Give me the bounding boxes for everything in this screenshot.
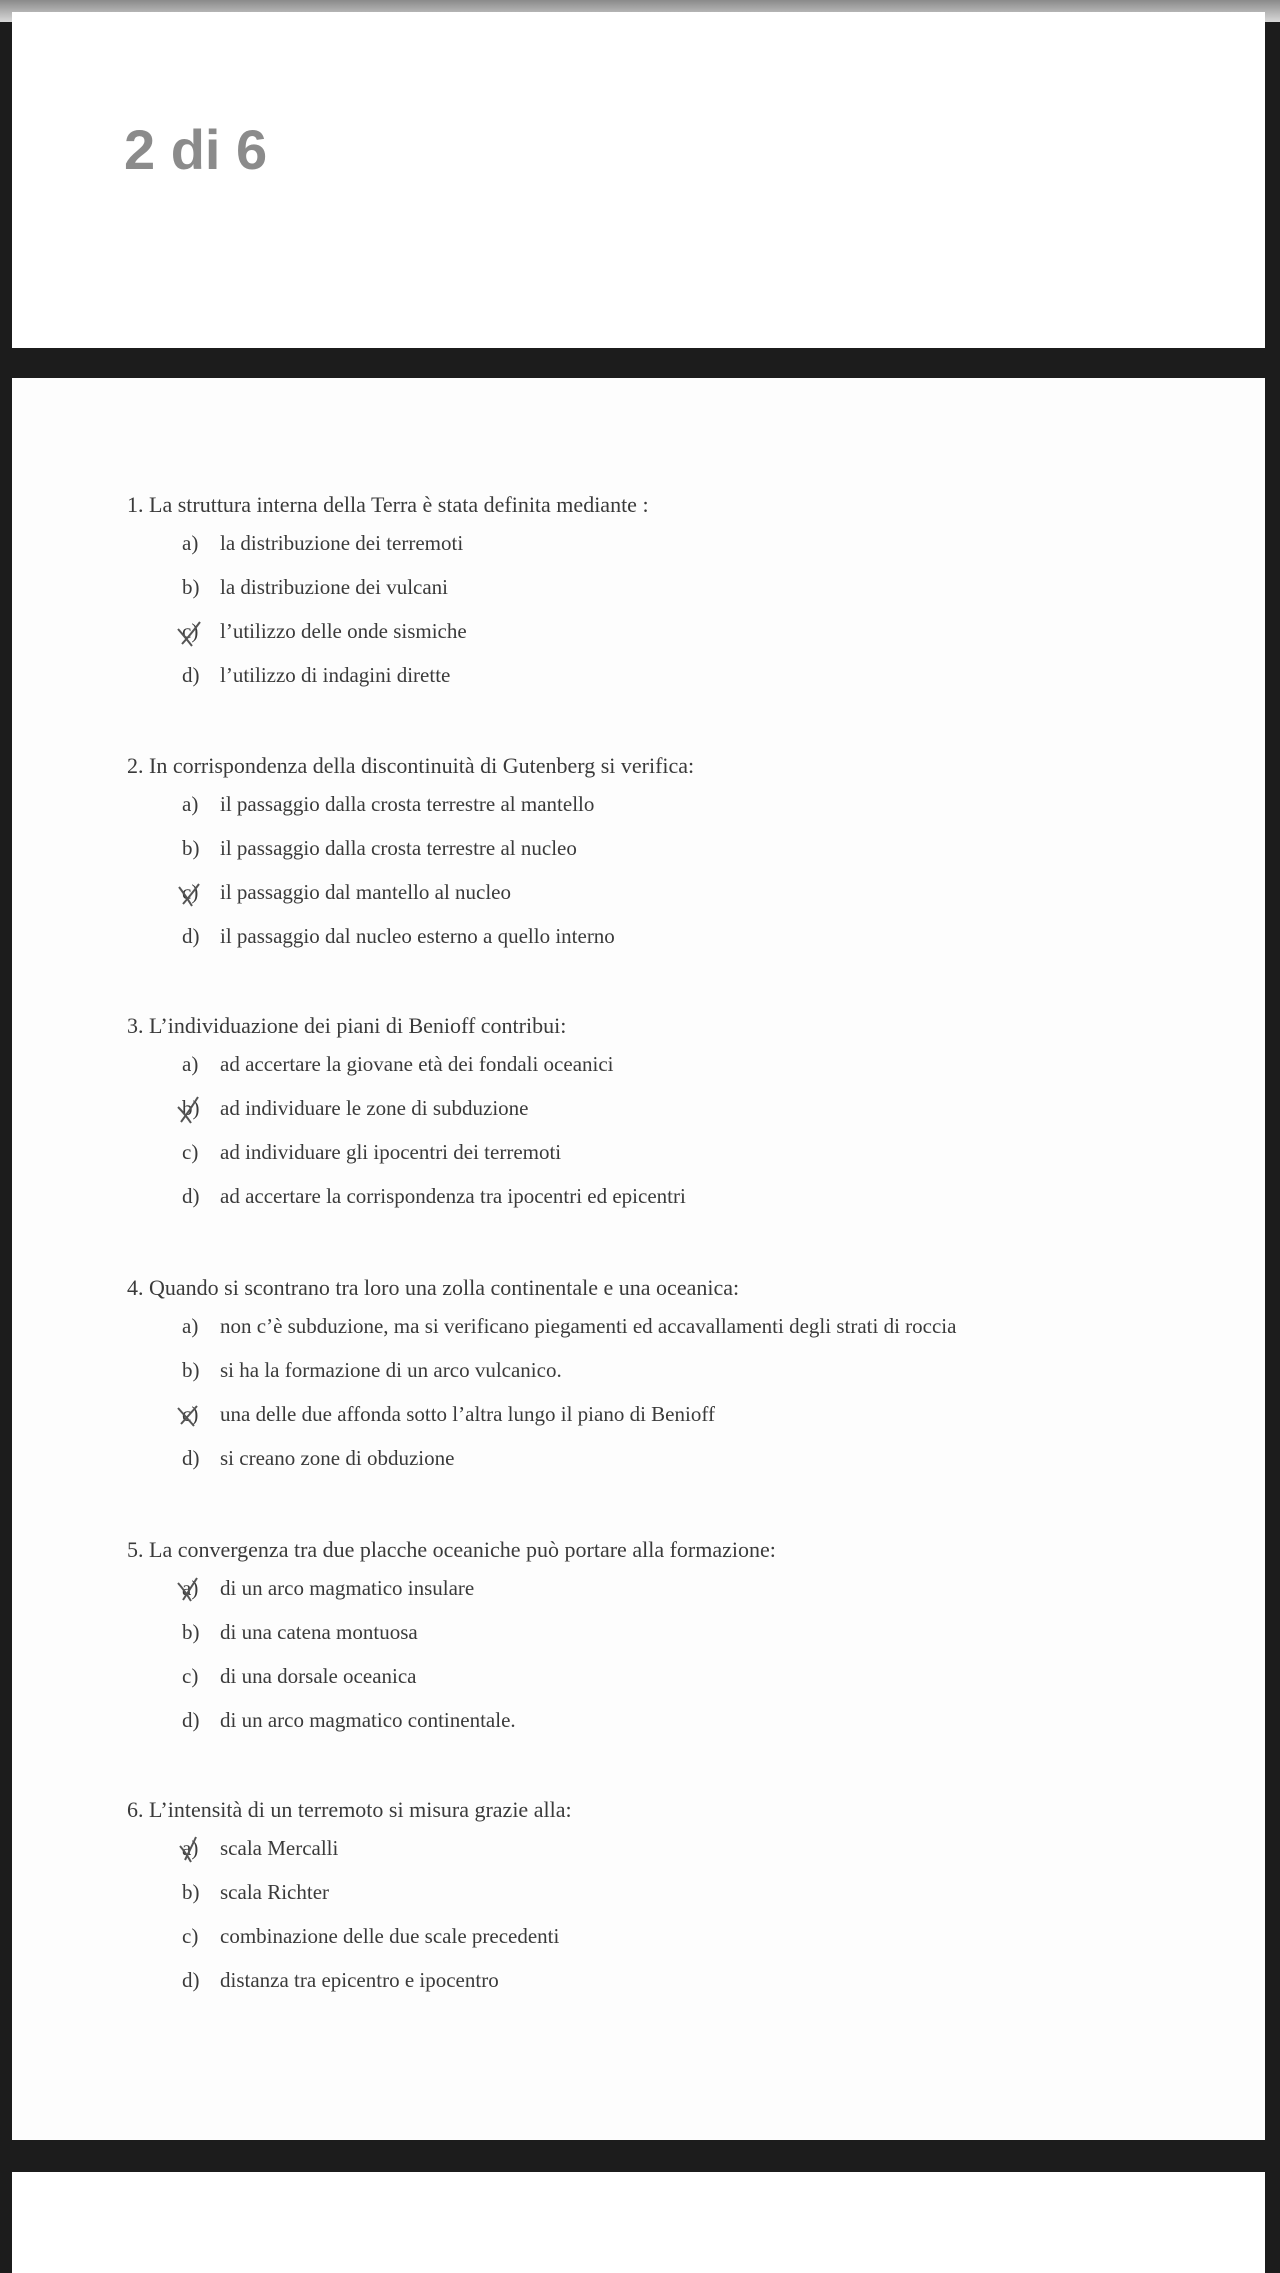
option-a <box>127 1826 1227 1870</box>
option-letter: d) <box>182 663 200 687</box>
option-d <box>127 653 1227 697</box>
question-text: 5. La convergenza tra due placche oceaniche può portare alla formazione: <box>127 1537 776 1562</box>
option-c <box>127 609 1227 653</box>
option-text: il passaggio dalla crosta terrestre al mantello <box>220 792 595 816</box>
option-d <box>127 1436 1227 1480</box>
option-list <box>127 1304 1227 1480</box>
option-letter: c) <box>182 1664 199 1688</box>
option-letter: d) <box>182 1968 200 1992</box>
question-3 <box>127 1010 1227 1218</box>
option-c <box>127 1130 1227 1174</box>
header-card <box>12 12 1265 348</box>
answer-cross-mark-icon <box>175 1574 205 1604</box>
question-6 <box>127 1794 1227 2002</box>
option-text: l’utilizzo delle onde sismiche <box>220 619 467 643</box>
option-letter: c) <box>182 1924 199 1948</box>
answer-cross-mark-icon <box>175 1094 205 1124</box>
option-text: il passaggio dal mantello al nucleo <box>220 880 512 904</box>
next-page-preview <box>12 2172 1265 2273</box>
option-text: ad accertare la giovane età dei fondali oceanici <box>220 1052 614 1076</box>
option-list <box>127 1826 1227 2002</box>
question-4 <box>127 1272 1227 1480</box>
option-c <box>127 870 1227 914</box>
question-text: 1. La struttura interna della Terra è stata definita mediante : <box>127 492 649 517</box>
option-text: ad individuare gli ipocentri dei terremoti <box>220 1140 562 1164</box>
answer-cross-mark-icon <box>175 617 205 647</box>
option-letter: b) <box>182 1620 200 1644</box>
option-text: il passaggio dal nucleo esterno a quello interno <box>220 924 615 948</box>
option-letter: a) <box>182 792 199 816</box>
option-c <box>127 1654 1227 1698</box>
option-letter: d) <box>182 1708 200 1732</box>
question-5 <box>127 1534 1227 1742</box>
option-d <box>127 1958 1227 2002</box>
option-list <box>127 521 1227 697</box>
option-letter: a) <box>182 1314 199 1338</box>
option-text: il passaggio dalla crosta terrestre al nucleo <box>220 836 577 860</box>
option-list <box>127 1042 1227 1218</box>
option-d <box>127 1698 1227 1742</box>
option-text: l’utilizzo di indagini dirette <box>220 663 451 687</box>
option-letter: b) <box>182 575 200 599</box>
option-letter: a) <box>182 1836 199 1860</box>
option-b <box>127 1348 1227 1392</box>
question-text: 6. L’intensità di un terremoto si misura grazie alla: <box>127 1797 572 1822</box>
option-c <box>127 1392 1227 1436</box>
question-text: 3. L’individuazione dei piani di Benioff contribui: <box>127 1013 567 1038</box>
question-text: 2. In corrispondenza della discontinuità di Gutenberg si verifica: <box>127 753 695 778</box>
option-letter: b) <box>182 1096 200 1120</box>
option-letter: c) <box>182 619 199 643</box>
option-letter: d) <box>182 924 200 948</box>
option-letter: a) <box>182 531 199 555</box>
page-indicator: 2 di 6 <box>124 118 268 181</box>
option-letter: d) <box>182 1184 200 1208</box>
document-page <box>12 378 1265 2140</box>
option-b <box>127 826 1227 870</box>
option-text: distanza tra epicentro e ipocentro <box>220 1968 499 1992</box>
option-a <box>127 1042 1227 1086</box>
option-text: si creano zone di obduzione <box>220 1446 455 1470</box>
option-text: si ha la formazione di un arco vulcanico. <box>220 1358 562 1382</box>
answer-cross-mark-icon <box>175 1834 205 1864</box>
option-text: di un arco magmatico insulare <box>220 1576 475 1600</box>
option-b <box>127 1610 1227 1654</box>
option-text: la distribuzione dei vulcani <box>220 575 449 599</box>
option-letter: c) <box>182 1140 199 1164</box>
option-text: la distribuzione dei terremoti <box>220 531 464 555</box>
option-text: di una catena montuosa <box>220 1620 418 1644</box>
option-text: scala Richter <box>220 1880 330 1904</box>
question-1 <box>127 489 1227 697</box>
option-a <box>127 1566 1227 1610</box>
option-letter: a) <box>182 1576 199 1600</box>
option-letter: b) <box>182 1880 200 1904</box>
question-2 <box>127 750 1227 958</box>
question-text: 4. Quando si scontrano tra loro una zolla continentale e una oceanica: <box>127 1275 740 1300</box>
option-letter: a) <box>182 1052 199 1076</box>
option-list <box>127 1566 1227 1742</box>
option-text: di una dorsale oceanica <box>220 1664 417 1688</box>
option-text: una delle due affonda sotto l’altra lungo il piano di Benioff <box>220 1402 715 1426</box>
option-text: di un arco magmatico continentale. <box>220 1708 516 1732</box>
option-text: non c’è subduzione, ma si verificano piegamenti ed accavallamenti degli strati di roccia <box>220 1314 957 1338</box>
option-a <box>127 521 1227 565</box>
option-d <box>127 1174 1227 1218</box>
option-letter: b) <box>182 836 200 860</box>
answer-cross-mark-icon <box>175 878 205 908</box>
option-text: combinazione delle due scale precedenti <box>220 1924 560 1948</box>
option-b <box>127 1086 1227 1130</box>
answer-cross-mark-icon <box>175 1400 205 1430</box>
option-b <box>127 1870 1227 1914</box>
option-a <box>127 782 1227 826</box>
option-letter: d) <box>182 1446 200 1470</box>
option-letter: c) <box>182 880 199 904</box>
option-list <box>127 782 1227 958</box>
option-a <box>127 1304 1227 1348</box>
option-d <box>127 914 1227 958</box>
option-letter: c) <box>182 1402 199 1426</box>
option-text: scala Mercalli <box>220 1836 339 1860</box>
option-text: ad individuare le zone di subduzione <box>220 1096 529 1120</box>
option-text: ad accertare la corrispondenza tra ipocentri ed epicentri <box>220 1184 686 1208</box>
option-b <box>127 565 1227 609</box>
option-letter: b) <box>182 1358 200 1382</box>
option-c <box>127 1914 1227 1958</box>
